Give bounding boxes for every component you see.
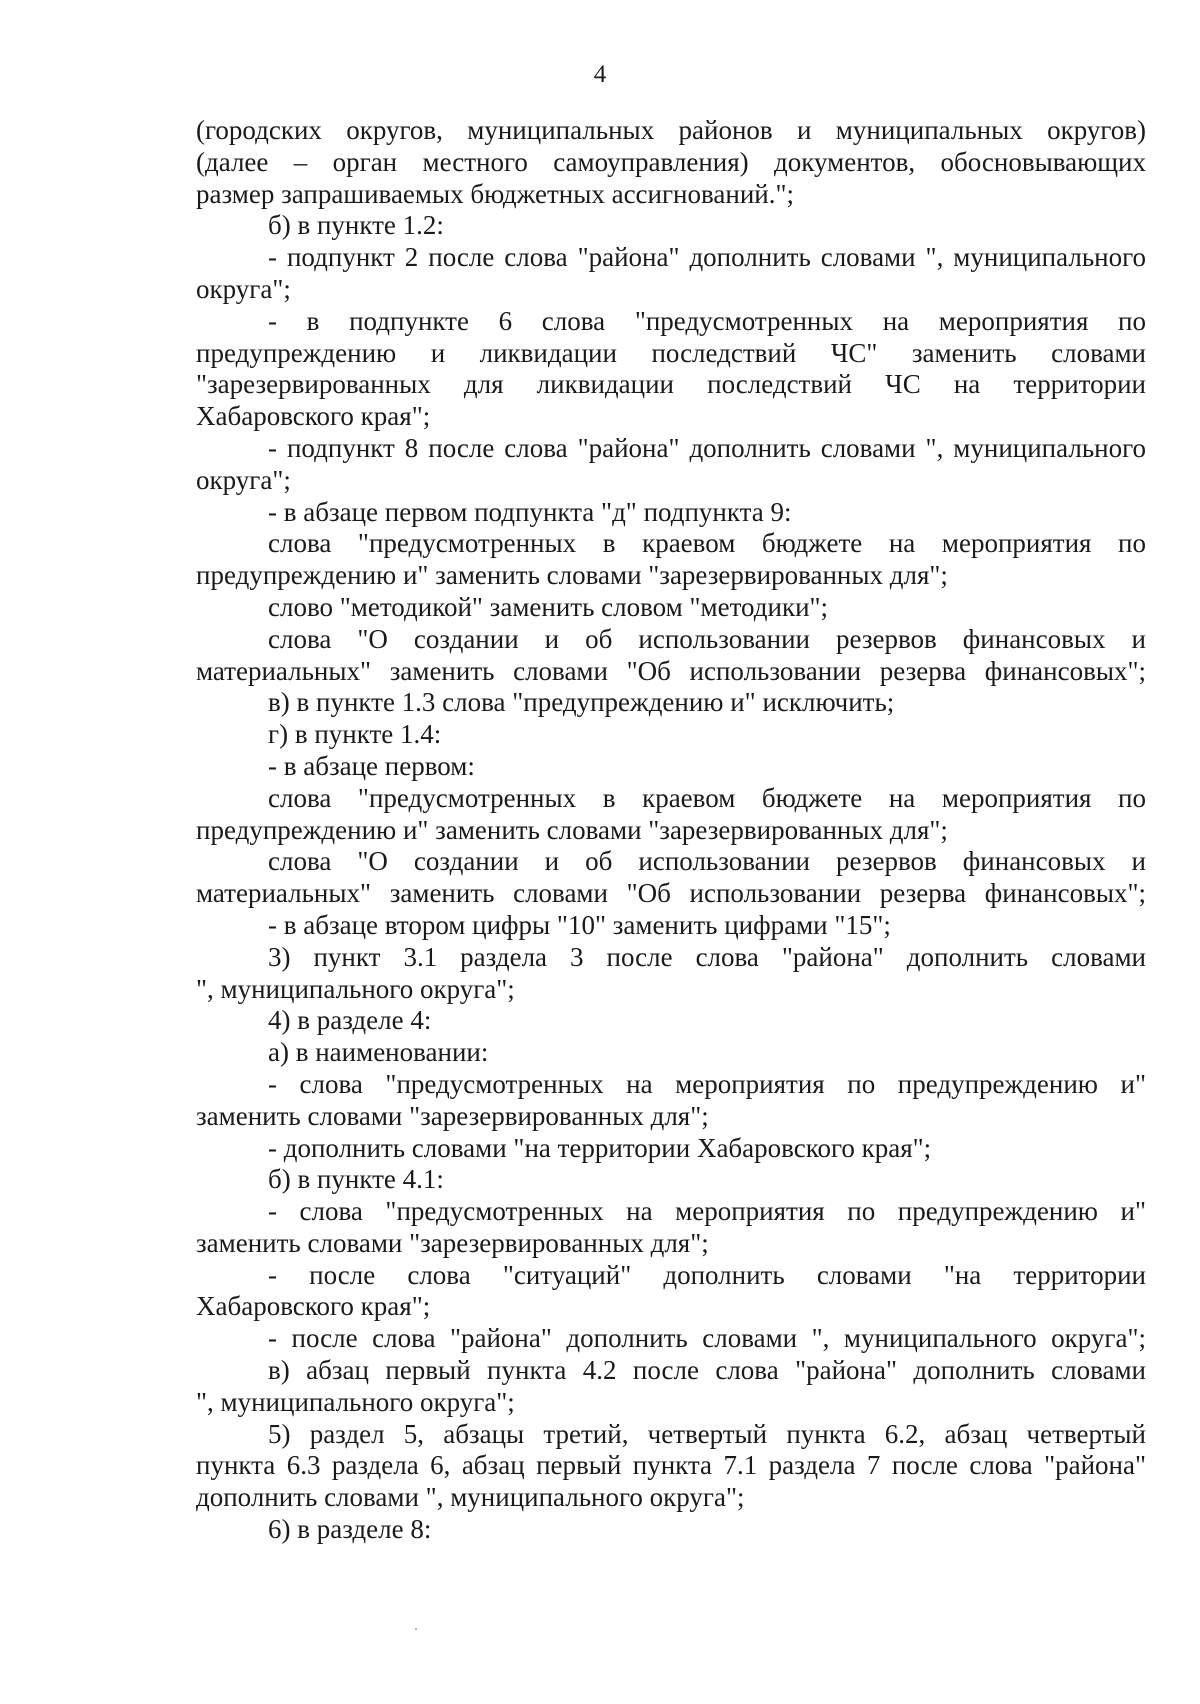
text-line: 4) в разделе 4: — [268, 1005, 432, 1036]
text-line: - в абзаце втором цифры "10" заменить цифрами "15"; — [268, 909, 891, 940]
page-number: 4 — [593, 61, 607, 88]
text-line: - в абзаце первом подпункта "д" подпункта 9: — [268, 496, 792, 527]
document-body — [196, 115, 1146, 1546]
text-line: округа"; — [196, 273, 291, 304]
text-line: - слова "предусмотренных на мероприятия по предупреждению и" — [268, 1068, 1146, 1099]
text-line: слова "предусмотренных в краевом бюджете на мероприятия по — [268, 528, 1146, 559]
text-line: 5) раздел 5, абзацы третий, четвертый пункта 6.2, абзац четвертый — [268, 1418, 1146, 1449]
text-line: в) в пункте 1.3 слова "предупреждению и" исключить; — [268, 687, 895, 718]
text-line: заменить словами "зарезервированных для"; — [196, 1100, 709, 1131]
text-line: 6) в разделе 8: — [268, 1514, 432, 1545]
text-line: Хабаровского края"; — [196, 1291, 431, 1322]
text-line: - слова "предусмотренных на мероприятия по предупреждению и" — [268, 1196, 1146, 1227]
text-line: предупреждению и ликвидации последствий ЧС" заменить словами — [196, 337, 1146, 368]
text-line: пункта 6.3 раздела 6, абзац первый пункта 7.1 раздела 7 после слова "района" — [196, 1450, 1146, 1481]
text-line: - подпункт 2 после слова "района" дополнить словами ", муниципального — [268, 242, 1146, 273]
text-line: материальных" заменить словами "Об использовании резерва финансовых"; — [196, 655, 1146, 686]
text-line: - в подпункте 6 слова "предусмотренных на мероприятия по — [268, 305, 1146, 336]
text-line: а) в наименовании: — [268, 1037, 489, 1068]
text-line: слово "методикой" заменить словом "методики"; — [268, 591, 829, 622]
text-line: б) в пункте 1.2: — [268, 210, 444, 241]
text-line: округа"; — [196, 464, 291, 495]
text-line: - подпункт 8 после слова "района" дополнить словами ", муниципального — [268, 432, 1146, 463]
text-line: - в абзаце первом: — [268, 750, 475, 781]
text-line: ", муниципального округа"; — [196, 973, 515, 1004]
text-line: Хабаровского края"; — [196, 401, 431, 432]
text-line: слова "предусмотренных в краевом бюджете на мероприятия по — [268, 782, 1146, 813]
text-line: материальных" заменить словами "Об использовании резерва финансовых"; — [196, 878, 1146, 909]
text-line: - дополнить словами "на территории Хабаровского края"; — [268, 1132, 932, 1163]
text-line: "зарезервированных для ликвидации последствий ЧС на территории — [196, 369, 1146, 400]
text-line: - после слова "ситуаций" дополнить словами "на территории — [268, 1259, 1146, 1290]
text-line: ", муниципального округа"; — [196, 1386, 515, 1417]
text-line: слова "О создании и об использовании резервов финансовых и — [268, 623, 1146, 654]
text-line: предупреждению и" заменить словами "зарезервированных для"; — [196, 814, 948, 845]
text-line: предупреждению и" заменить словами "зарезервированных для"; — [196, 560, 948, 591]
text-line: заменить словами "зарезервированных для"; — [196, 1227, 709, 1258]
text-line: - после слова "района" дополнить словами ", муниципального округа"; — [268, 1323, 1146, 1354]
text-line: (городских округов, муниципальных районов и муниципальных округов) — [196, 115, 1146, 145]
text-line: г) в пункте 1.4: — [268, 719, 442, 750]
text-line: в) абзац первый пункта 4.2 после слова "района" дополнить словами — [268, 1355, 1146, 1386]
text-line: (далее – орган местного самоуправления) документов, обосновывающих — [196, 146, 1146, 177]
text-line: размер запрашиваемых бюджетных ассигнований."; — [196, 178, 795, 209]
text-line: дополнить словами ", муниципального округа"; — [196, 1482, 745, 1513]
text-line: б) в пункте 4.1: — [268, 1164, 444, 1195]
text-line: слова "О создании и об использовании резервов финансовых и — [268, 846, 1146, 877]
scan-speck — [415, 1628, 417, 1630]
text-line: 3) пункт 3.1 раздела 3 после слова "района" дополнить словами — [268, 941, 1146, 972]
